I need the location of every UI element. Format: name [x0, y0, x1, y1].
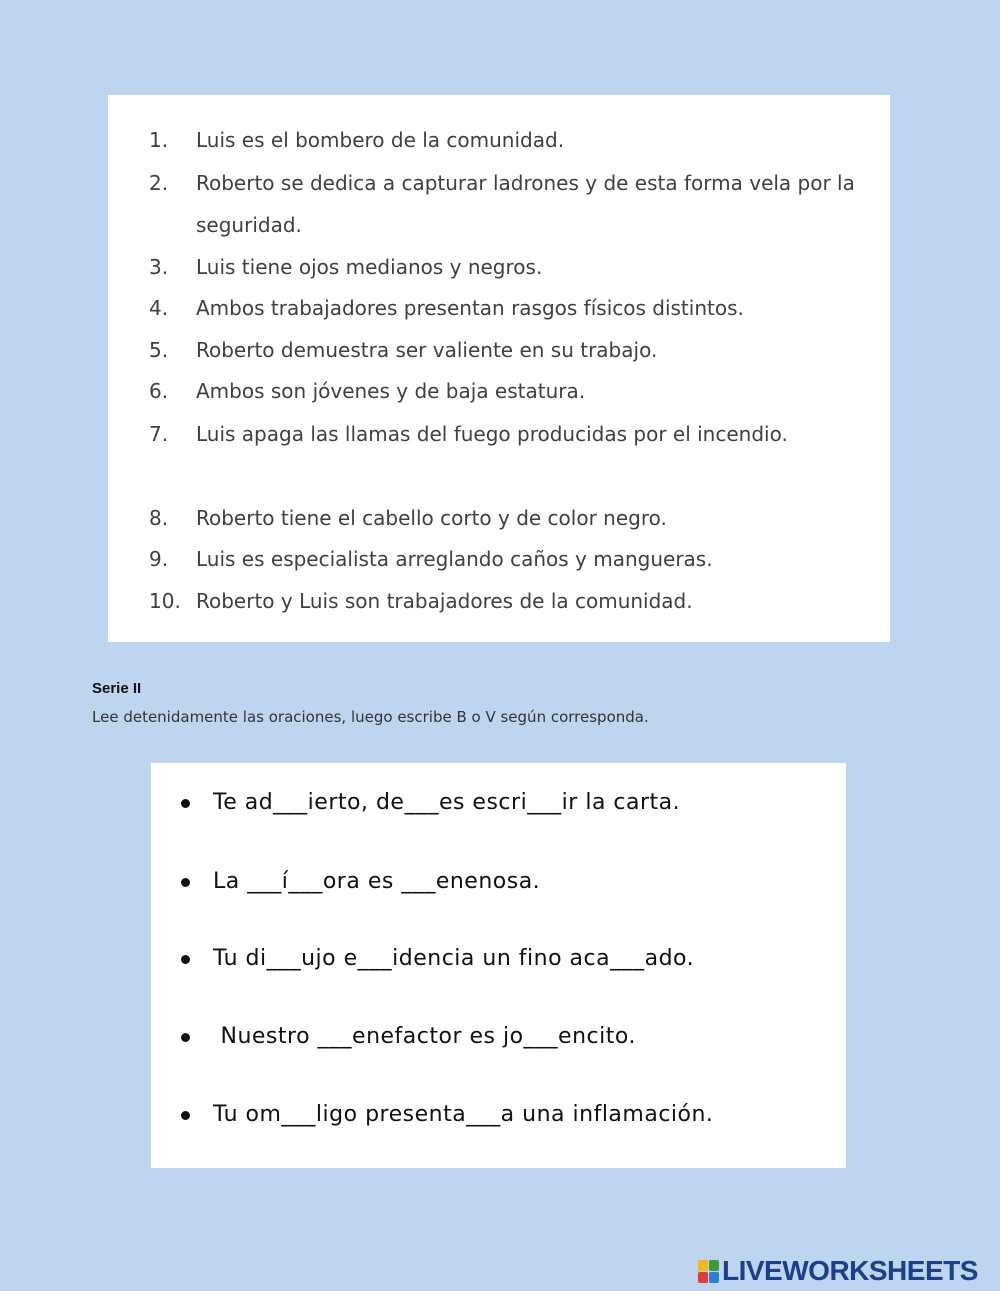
- statement-text: Roberto demuestra ser valiente en su trabajo.: [196, 338, 658, 362]
- statement-number: 1.: [149, 128, 169, 152]
- logo-square-yellow: [698, 1260, 708, 1271]
- logo-square-blue: [709, 1272, 719, 1283]
- logo-icon: [698, 1260, 719, 1283]
- statement-number: 6.: [149, 379, 169, 403]
- serie-title: Serie II: [92, 680, 142, 697]
- sentence-2: [181, 862, 841, 902]
- statement-text: Luis apaga las llamas del fuego producidas por el incendio.: [196, 422, 788, 446]
- statement-number: 4.: [149, 296, 169, 320]
- statement-text: Luis es especialista arreglando caños y mangueras.: [196, 547, 713, 571]
- statement-number: 9.: [149, 547, 169, 571]
- statement-text: Luis tiene ojos medianos y negros.: [196, 255, 543, 279]
- sentence-text: La ___í___ora es ___enenosa.: [213, 869, 541, 894]
- statement-text: Ambos son jóvenes y de baja estatura.: [196, 379, 586, 403]
- sentence-text: Tu di___ujo e___idencia un fino aca___ado.: [213, 946, 695, 971]
- sentence-4: [181, 1017, 841, 1057]
- statement-number: 10.: [149, 589, 181, 613]
- statement-text: Luis es el bombero de la comunidad.: [196, 128, 565, 152]
- sentence-5: [181, 1095, 841, 1135]
- statement-number: 8.: [149, 506, 169, 530]
- statement-text: Roberto y Luis son trabajadores de la comunidad.: [196, 589, 693, 613]
- sentence-text: Tu om___ligo presenta___a una inflamación.: [213, 1102, 714, 1127]
- statement-number: 5.: [149, 338, 169, 362]
- logo-square-red: [698, 1272, 708, 1283]
- statement-text: Roberto tiene el cabello corto y de color negro.: [196, 506, 667, 530]
- bullet-icon: [181, 955, 190, 964]
- bullet-icon: [181, 1111, 190, 1120]
- statement-text: Ambos trabajadores presentan rasgos físicos distintos.: [196, 296, 744, 320]
- bullet-icon: [181, 1033, 190, 1042]
- sentence-3: [181, 939, 841, 979]
- bullet-icon: [181, 799, 190, 808]
- bullet-icon: [181, 878, 190, 887]
- statements-panel: [108, 95, 890, 642]
- liveworksheets-logo[interactable]: [698, 1256, 978, 1286]
- logo-square-green: [709, 1260, 719, 1271]
- statement-number: 3.: [149, 255, 169, 279]
- statement-number: 2.: [149, 171, 169, 195]
- statement-text: Roberto se dedica a capturar ladrones y de esta forma vela por la seguridad.: [196, 171, 855, 237]
- sentences-panel: [151, 763, 846, 1168]
- sentence-1: [181, 783, 841, 823]
- serie-instruction: Lee detenidamente las oraciones, luego escribe B o V según corresponda.: [92, 708, 649, 726]
- statement-number: 7.: [149, 422, 169, 446]
- logo-text: LIVEWORKSHEETS: [722, 1255, 978, 1286]
- sentence-text: Nuestro ___enefactor es jo___encito.: [213, 1024, 636, 1049]
- sentence-text: Te ad___ierto, de___es escri___ir la carta.: [213, 790, 681, 815]
